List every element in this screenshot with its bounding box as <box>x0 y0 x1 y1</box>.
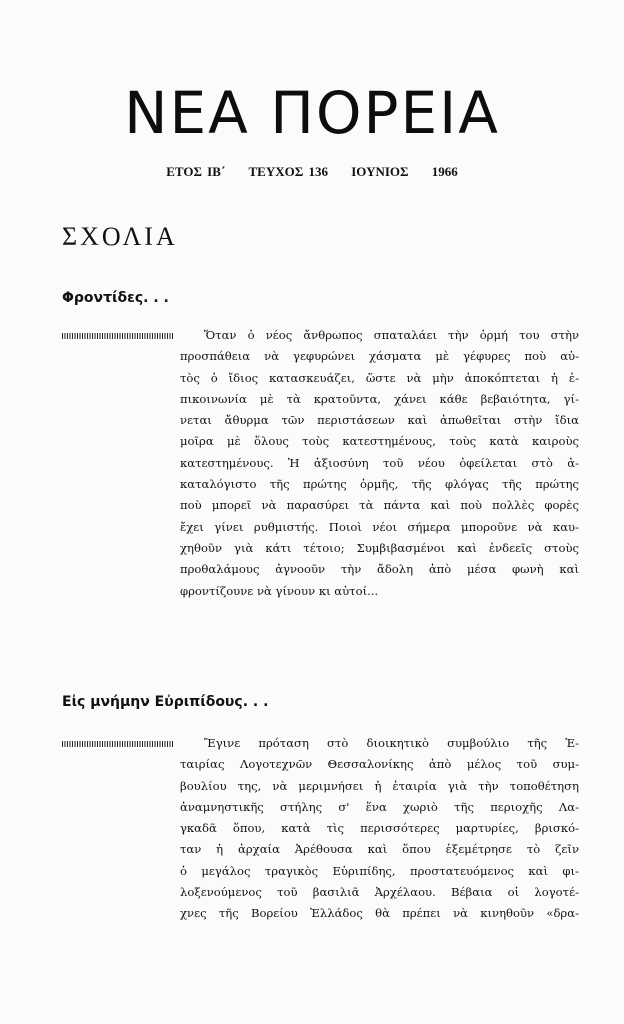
decorative-rule <box>62 333 174 339</box>
issue-date: 1966 <box>431 164 458 179</box>
text-line: χνες τῆς Βορείου Ἑλλάδος θὰ πρέπει νὰ κινηθοῦν «δρα- <box>180 906 579 921</box>
text-line: κατεστημένους. Ἡ ἀξιοσύνη τοῦ νέου ὀφείλεται στὸ ἀ- <box>180 455 579 470</box>
article-body <box>180 325 579 602</box>
text-line: νεται ἄθυρμα τῶν περιστάσεων καὶ ἀπωθεῖται στὴν ἴδια <box>180 413 579 428</box>
text-line: λοξενούμενος τοῦ βασιλιᾶ Ἀρχέλαου. Βέβαια οἱ λογοτέ- <box>180 885 579 900</box>
text-line: γκαδᾶ ὅπου, κατὰ τὶς περισσότερες μαρτυρίες, βρισκό- <box>180 821 579 836</box>
issue-year: ΕΤΟΣ ΙΒ΄ <box>166 164 226 179</box>
text-line: προθαλάμους ἀγνοοῦν τὴν ἄδολη ἀπὸ μέσα φωνὴ καὶ <box>180 562 579 577</box>
decorative-rule <box>62 741 174 747</box>
text-line: πικοινωνία μὲ τὰ κρατοῦντα, χάνει κάθε βεβαιότητα, γί- <box>180 391 579 406</box>
article-body <box>180 733 579 925</box>
article-heading: Εἰς μνήμην Εὐριπίδους. . . <box>62 694 269 710</box>
text-line: ἀναμνηστικῆς στήλης σ' ἕνα χωριὸ τῆς περιοχῆς Λα- <box>180 799 579 814</box>
issue-info <box>0 164 624 180</box>
text-line: Ὅταν ὁ νέος ἄνθρωπος σπαταλάει τὴν ὁρμή του στὴν <box>204 328 579 342</box>
text-line: φροντίζουνε νὰ γίνουν κι αὐτοί... <box>180 583 379 598</box>
text-line: καταλόγιστο τῆς πρώτης ὁρμῆς, τῆς φλόγας τῆς πρώτης <box>180 477 579 492</box>
text-line: Ἔγινε πρόταση στὸ διοικητικὸ συμβούλιο τῆς Ἑ- <box>204 736 579 750</box>
text-line: ὁ μεγάλος τραγικὸς Εὐριπίδης, προστατευόμενος καὶ φι- <box>180 863 579 878</box>
text-line: ἔχει γίνει ρυθμιστής. Ποιοὶ νέοι σήμερα μποροῦνε νὰ καυ- <box>180 519 579 534</box>
text-line: χηθοῦν γιὰ κάτι τέτοιο; Συμβιβασμένοι καὶ ἐνδεεῖς στοὺς <box>180 540 579 555</box>
issue-number: ΤΕΥΧΟΣ 136 <box>248 164 328 179</box>
section-title: ΣΧΟΛΙΑ <box>62 222 178 251</box>
text-line: ταιρίας Λογοτεχνῶν Θεσσαλονίκης ἀπὸ μέλος τοῦ συμ- <box>180 757 579 772</box>
text-line: μοῖρα μὲ ὅλους τοὺς κατεστημένους, τοὺς κατὰ καιροὺς <box>180 434 579 449</box>
text-line: ταν ἡ ἀρχαία Ἀρέθουσα καὶ ὅπου ἐξεμέτρησε τὸ ζεῖν <box>180 842 579 857</box>
masthead-title: ΝΕΑ ΠΟΡΕΙΑ <box>124 79 500 147</box>
article-heading: Φροντίδες. . . <box>62 290 169 306</box>
text-line: βουλίου της, νὰ μεριμνήσει ἡ ἑταιρία γιὰ τὴν τοποθέτηση <box>180 778 579 793</box>
text-line: προσπάθεια νὰ γεφυρώνει χάσματα μὲ γέφυρες ποὺ αὐ- <box>180 349 579 364</box>
issue-month: ΙΟΥΝΙΟΣ <box>351 164 409 179</box>
text-line: ποὺ μπορεῖ νὰ παρασύρει τὰ πάντα καὶ ποὺ πολλὲς φορὲς <box>180 498 579 513</box>
text-line: τὸς ὁ ἴδιος κατασκευάζει, ὥστε νὰ μὴν ἀποκόπτεται ἡ ἐ- <box>180 370 579 385</box>
